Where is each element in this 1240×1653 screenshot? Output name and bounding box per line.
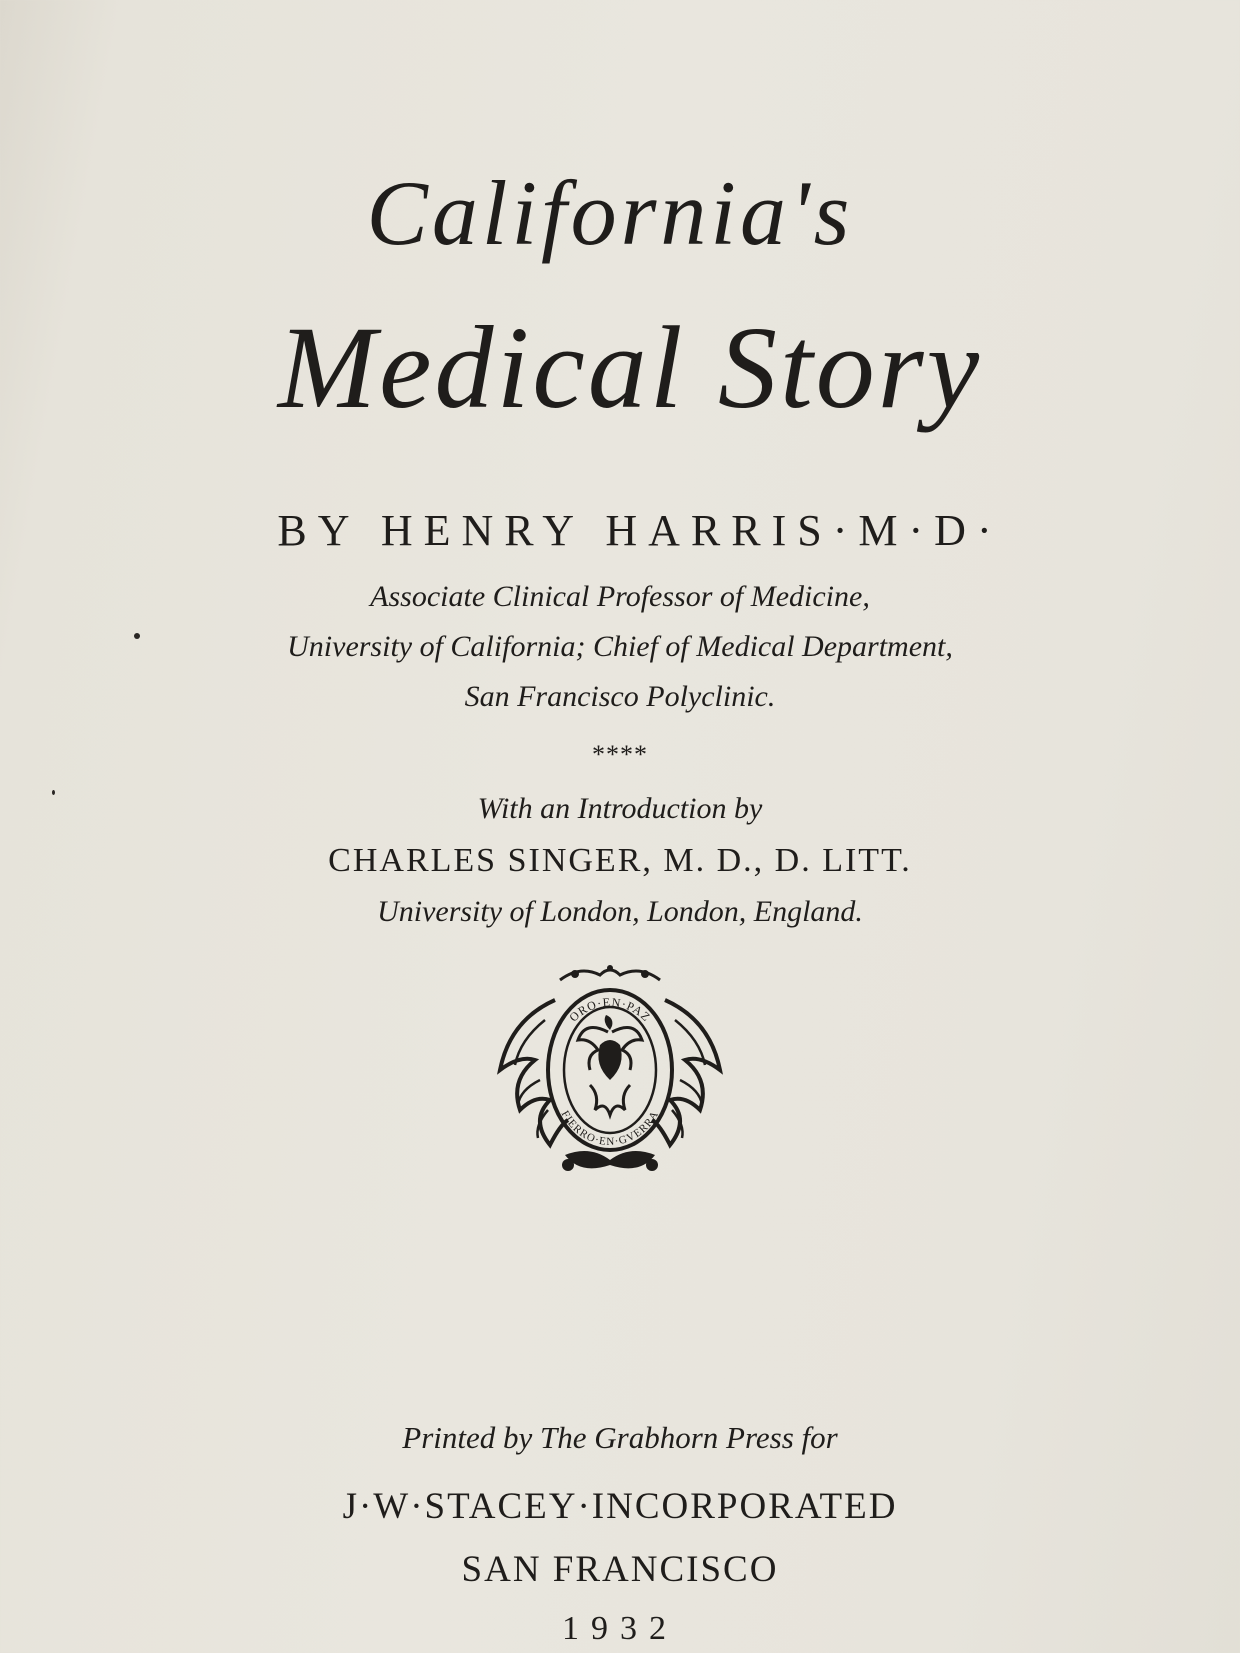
paper-speck: [134, 633, 140, 639]
emblem-motto-top: ORO·EN·PAZ: [566, 995, 654, 1025]
introduction-label: With an Introduction by: [477, 792, 763, 825]
author-affiliation-line-1: Associate Clinical Professor of Medicine,: [370, 580, 870, 613]
publisher-name: J·W·STACEY·INCORPORATED: [342, 1486, 898, 1527]
title-line-1: California's: [366, 162, 854, 264]
introduction-affiliation: University of London, London, England.: [377, 895, 863, 928]
emblem-motto-bottom: FIERRO·EN·GVERRA: [558, 1108, 662, 1149]
author-byline: BY HENRY HARRIS·M·D·: [277, 506, 1003, 555]
publisher-city: SAN FRANCISCO: [461, 1549, 779, 1590]
title-line-2: Medical Story: [277, 302, 983, 433]
publication-year: 1932: [562, 1610, 678, 1647]
author-affiliation-line-2: University of California; Chief of Medical Department,: [287, 630, 953, 663]
separator-asterisks: ****: [592, 740, 648, 769]
paper-speck: [52, 790, 55, 795]
introduction-author: CHARLES SINGER, M. D., D. LITT.: [328, 842, 912, 879]
printed-by-line: Printed by The Grabhorn Press for: [402, 1420, 838, 1455]
author-affiliation-line-3: San Francisco Polyclinic.: [464, 680, 776, 713]
phoenix-printers-mark-icon: [490, 960, 730, 1190]
